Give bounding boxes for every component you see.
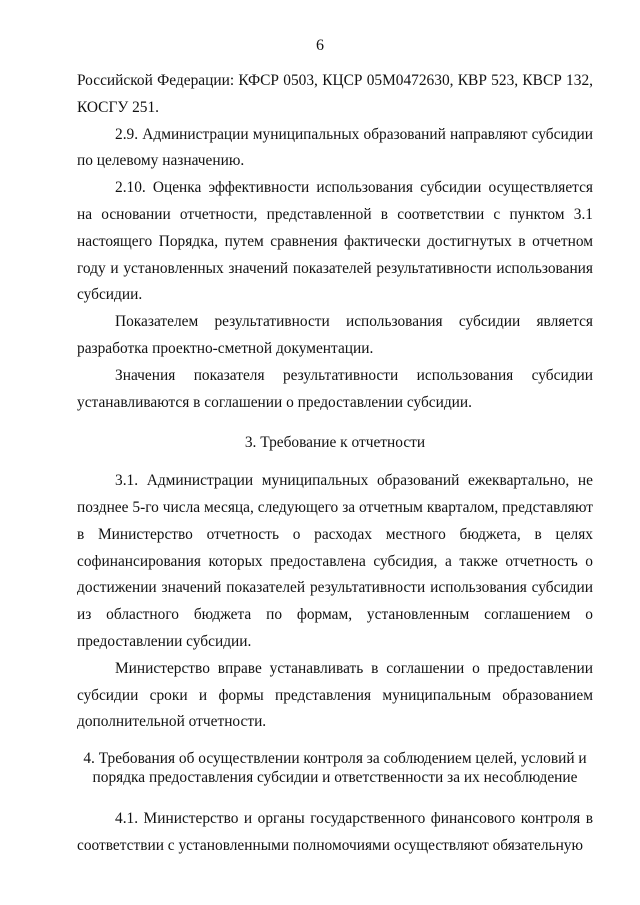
- section-4-heading-line-2: порядка предоставления субсидии и ответственности за их несоблюдение: [92, 769, 578, 787]
- paragraph-indicator-values: Значения показателя результативности использования субсидии устанавливаются в соглашении о предоставлении субсидии.: [77, 366, 593, 411]
- section-4-heading-line-1: 4. Требования об осуществлении контроля за соблюдением целей, условий и: [83, 750, 587, 768]
- paragraph-indicator: Показателем результативности использования субсидии является разработка проектно-сметной документации.: [77, 313, 593, 357]
- page-number: 6: [316, 37, 324, 54]
- paragraph-2-10: 2.10. Оценка эффективности использования субсидии осуществляется на основании отчетности, представленной в соответствии с пунктом 3.1 настоящего Порядка, путем сравнения фактически достигнутых в отчетном году и установленных значений показателей результативности использования субсидии.: [77, 179, 593, 304]
- section-3-heading: 3. Требование к отчетности: [244, 434, 426, 452]
- document-body: [77, 68, 593, 860]
- paragraph-additional-reporting: Министерство вправе устанавливать в соглашении о предоставлении субсидии сроки и формы представления муниципальным образованием дополнительной отчетности.: [77, 659, 593, 731]
- paragraph-4-1: 4.1. Министерство и органы государственного финансового контроля в соответствии с установленными полномочиями осуществляют обязательную: [77, 810, 593, 854]
- paragraph-3-1: 3.1. Администрации муниципальных образований ежеквартально, не позднее 5-го числа месяца, следующего за отчетным кварталом, представляют в Министерство отчетность о расходах местного бюджета, в целях софинансирования которых предоставлена субсидия, а также отчетность о достижении значений показателей результативности использования субсидии из областного бюджета по формам, установленным соглашением о предоставлении субсидии.: [77, 472, 593, 650]
- paragraph-continuation: Российской Федерации: КФСР 0503, КЦСР 05М0472630, КВР 523, КВСР 132, КОСГУ 251.: [77, 72, 593, 116]
- paragraph-2-9: 2.9. Администрации муниципальных образований направляют субсидии по целевому назначению.: [77, 125, 593, 170]
- section-4-heading: [77, 749, 593, 787]
